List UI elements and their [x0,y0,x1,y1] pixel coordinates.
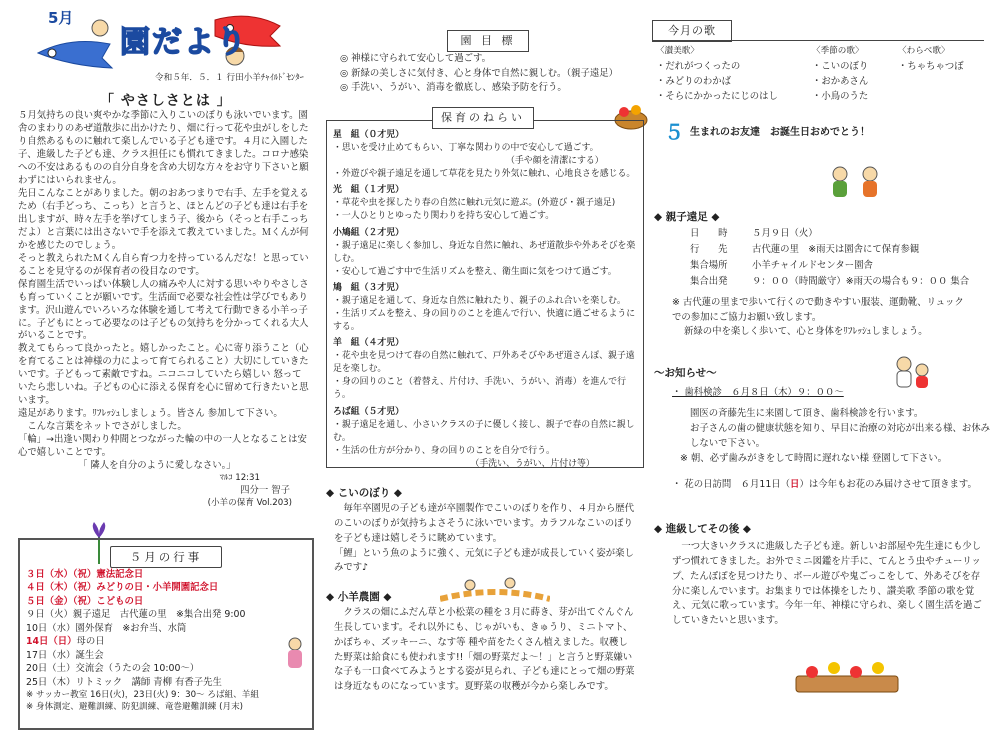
song-item: ・こいのぼり [812,60,869,72]
birthday-message: 生まれのお友達 お誕生日おめでとう！ [690,127,870,138]
notice-title: ～お知らせ～ [654,367,717,379]
aims-group [333,406,639,471]
aim-line: ・思いを受け止めてもらい、丁寧な関わりの中で安心して過ごす。 [333,143,599,154]
goal-item: ◎ 新緑の美しさに気付き、心と身体で自然に親しむ。（親子遠足） [340,67,618,79]
farm-section [334,606,636,695]
aim-line: ・外遊びや親子遠足を通して草花を見たり外気に触れ、心地良さを感じる。 [333,169,636,180]
farm-title: ◆ 小羊農園 ◆ [326,591,392,603]
dental-line: ※ 朝、必ず歯みがきをして時間に遅れない様 登園して下さい。 [680,453,947,465]
flower-bed-illustration [792,658,902,698]
aim-line: ・親子遠足を通して、身近な自然に触れたり、親子のふれ合いを楽しむ。 [333,295,626,306]
koinobori-title: ◆ こいのぼり ◆ [326,487,402,499]
dental-line: お子さんの歯の健康状態を知り、早目に治療の対応が出来る様、お休みしないで下さい。 [690,423,991,450]
calendar-title: ５月の行事 [110,546,222,568]
aim-line: ・親子遠足に楽しく参加し、身近な自然に触れ、あぜ道散歩や外あそびを楽しむ。 [333,240,636,264]
aim-line: ・生活の仕方が分かり、身の回りのことを自分で行う。 [333,445,555,456]
class-name: 鳩 組（３才児） [333,282,404,293]
essay-paragraph: こんな言葉をネットでさがしました。 [18,421,187,433]
songs-box [652,40,984,102]
excursion-title: ◆ 親子遠足 ◆ [654,211,720,223]
excursion-note: ※ 古代蓮の里まで歩いて行くので動きやすい服装、運動靴、リュックでの参加にご協力お願い致します。 [672,297,964,323]
song-item: ・おかあさん [812,75,869,87]
progress-paragraph: 一つ大きいクラスに進級した子ども達。新しいお部屋や先生達にも少しずつ慣れてきました。お外でミニ図鑑を片手に、てんとう虫やチューリップ、たんぽぽを見つけたり、ボール遊びや鬼ごっこをして、外あそびを存分に楽しんでいます。お集まりでは体操をしたり、讃美歌 季節の歌を覚え、元気に歌っています。今年一年、神様に守られ、楽しく園生活を過ごしていきたいと思います。 [672,541,982,627]
teacher-illustration [282,636,308,672]
class-name: ろば組（５才児） [333,406,404,417]
essay-quote-ref: ﾏﾙｺ 12:31 [219,473,260,484]
goal-item: ◎ 手洗い、うがい、消毒を徹底し、感染予防を行う。 [340,82,567,94]
farm-paragraph: クラスの畑にふだん草と小松菜の種を３月に蒔き、芽が出てぐんぐん生長しています。それ以外にも、じゃがいも、きゅうり、ミニトマト、かぼちゃ、ズッキーニ、なす等 種や苗をたくさん植えました。収穫した野菜は給食にも使われます!!「畑の野菜だよ～！」と言うと野菜嫌いな子も一口食べてみようとする姿が見られ、子ども達にとって畑の野菜は身近なものになっています。夏野菜の収穫が今から楽しみです。 [334,607,635,693]
issue-month: 5月 [48,9,74,27]
children-illustration [822,160,892,202]
aim-line: ・草花や虫を探したり春の自然に触れ元気に遊ぶ。(外遊び・親子遠足) [333,198,616,209]
goal-item: ◎ 神様に守られて安心して過ごす。 [340,53,492,64]
aims-group [333,184,639,223]
song-column-head: 〈わらべ歌〉 [898,46,950,56]
essay-paragraph: 教えてもらって良かったと。嬉しかったこと。心に寄り添うこと（心を育てることは神様の力によって育てられること）大切にしていきたいです。子どもって素敵ですね。ニコニコしていたら嬉しい 怒っていたら悲しいね。子どもの心に添える保育を心に留めて行きたいと思います。 [18,343,309,407]
progress-section [672,540,984,629]
calendar-row: ３日（水）（祝）憲法記念日 [26,569,144,580]
aim-line: （手や顔を清潔にする） [333,156,604,167]
song-item: ・ちゃちゃつぼ [898,60,964,72]
goals-title: 園 目 標 [447,30,529,52]
essay-paragraph: 保育園生活でいっぱい体験し人の痛みや人に対する思いやりやさしさも育っていくことが願いです。生活面で必要な社会性は学びでもあります。沢山遊んでいろいろな体験を通して考えて行動できる小羊っ子に。子どもにとって必要なのは子どもの気持ちを分かってくれる大人がいることです。 [18,278,309,342]
aim-line: ・親子遠足を通し、小さいクラスの子に優しく接し、親子で春の自然に親しむ。 [333,419,635,443]
song-column [656,45,806,104]
aim-line: ・生活リズムを整え、身の回りのことを進んで行い、快適に過ごせるようにする。 [333,309,636,333]
song-item: ・だれがつくったの [656,60,741,72]
song-item: ・みどりのわかば [656,75,732,87]
aim-line: ・身の回りのこと（着替え、片付け、手洗い、うがい、消毒）を進んで行う。 [333,377,627,401]
aim-line: ・安心して過ごす中で生活リズムを整え、衛生面に気をつけて過ごす。 [333,266,617,277]
essay-paragraph: 「輪」→出逢い関わり仲間とつながった輪の中の一人となることは安心で嬉しいことです。 [18,434,307,459]
calendar-note: ※ サッカー教室 16日(火)，23日(火) 9：30～ ろば組、羊組 [26,689,259,700]
header-banner [30,8,285,70]
essay [18,110,310,510]
aims-box [326,111,644,469]
aim-line: （手洗い、うがい、片付け等） [333,458,595,469]
calendar-row: 20日（土）交流会（うたの会 10:00～） [26,663,200,675]
essay-paragraph: ５月気持ちの良い爽やかな季節に入りこいのぼりも泳いでいます。園舎のまわりのあぜ道散歩に出かけたり、畑に行って花や虫がしをしたり自然あるものに触れて楽しんでいる子ども達です。４月に入園した子、進級した子ども達、クラス担任にも慣れてきました。コロナ感染への不安はあるものの自分自身を含め大切な方々をお守り下さいと願わずにはいられません。 [18,110,309,186]
song-column [812,45,892,104]
issue-date: 令和５年．５．１ 行田小羊ﾁｬｲﾙﾄﾞｾﾝﾀｰ [155,73,304,83]
excursion-table [690,226,990,290]
dental-exam: ・ 歯科検診 ６月８日（木）９：００～ [672,387,844,398]
song-item: ・小鳥のうた [812,90,869,102]
dental-illustration [890,352,934,392]
calendar-note: ※ 身体測定、避難訓練、防犯訓練、竜巻避難訓練 (月末) [26,702,244,713]
essay-paragraph: 先日こんなことがありました。朝のおあつまりで右手、左手を覚えるため（右手どっち、こっち）と言うと、ほとんどの子ども達は右手を出しますが、時々左手を挙げてしまう子、後から（そっと右手こっちだよ）と言葉には出さないで手を添えて教えていました。Ｍくんが何かを感じたのでしょう。 [18,187,309,251]
excursion-notes [672,296,972,340]
aims-group [333,337,639,402]
class-name: 光 組（１才児） [333,185,404,196]
aims-title: 保育のねらい [432,107,534,129]
essay-quote: 「 隣人を自分のように愛しなさい。」 [78,460,236,472]
children-illustration [440,575,550,605]
excursion-row: 日 時 ５月９日（火） [690,228,818,239]
aim-line: ・一人ひとりとゆったり関わりを持ち安心して過ごす。 [333,211,555,222]
calendar-row: ５日（金）（祝）こどもの日 [26,595,144,607]
calendar-row: 10日（水）園外保育 ※お弁当、水筒 [26,622,187,634]
essay-paragraph: そっと教えられたＭくん自ら育つ力を持っているんだな！と思っていることを見守るのが保育者の役目なのです。 [18,252,309,277]
dental-line: 園医の斉藤先生に来園して頂き、歯科検診を行います。 [690,408,924,419]
song-column-head: 〈季節の歌〉 [812,46,864,56]
excursion-row: 集合場所 小羊チャイルドセンター園舎 [690,259,873,271]
calendar-row: ４日（木）（祝）みどりの日・小羊開園記念日 [26,582,219,594]
page-title: 園だより [120,25,248,60]
essay-title: 「 やさしさとは 」 [100,93,232,109]
aims-group [333,282,639,334]
progress-title: ◆ 進級してその後 ◆ [654,523,751,535]
koinobori-paragraph: 毎年卒園児の子ども達が卒園製作でこいのぼりを作り、４月から歴代のこいのぼりが気持ちよさそうに泳いでいます。カラフルなこいのぼりを子ども達は嬉しそうに眺めています。 [334,503,635,544]
aims-group [333,227,639,279]
song-column [898,45,984,74]
excursion-row: 行 先 古代蓮の里 ※雨天は園舎にて保育参観 [690,243,920,255]
class-name: 小鳩組（２才児） [333,227,404,238]
calendar-row: 14日（日）母の日 [26,636,105,648]
koinobori-section [334,502,636,576]
excursion-row: 集合出発 ９：００（時間厳守）※雨天の場合も９：００ 集合 [690,275,970,287]
essay-paragraph: 遠足があります。ﾘﾌﾚｯｼｭしましょう。皆さん 参加して下さい。 [18,408,283,420]
koinobori-paragraph: 「鯉」という魚のように強く、元気に子ども達が成長していく姿が楽しみです♪ [334,547,634,574]
essay-source: (小羊の保育 Vol.203) [207,497,292,508]
songs-title: 今月の歌 [652,20,732,42]
aim-line: ・花や虫を見つけて春の自然に触れて、戸外あそびやあぜ道さんぽ、親子遠足を楽しむ。 [333,351,635,375]
calendar-list [26,568,308,714]
class-name: 星 組（０才児） [333,130,404,140]
excursion-note: 新緑の中を楽しく歩いて、心と身体をﾘﾌﾚｯｼｭしましょう。 [684,326,928,338]
calendar-row: ９日（火）親子遠足 古代蓮の里 ※集合出発 9:00 [26,609,246,621]
goals-list [340,52,640,96]
class-name: 羊 組（４才児） [333,338,404,349]
aims-content [333,129,639,471]
essay-author: 四分一 智子 [240,484,290,496]
calendar-row: 17日（水）誕生会 [26,649,104,661]
flower-day-notice: ・ 花の日訪問 ６月11日（日）は今年もお花のみ届けさせて頂きます。 [672,479,977,490]
song-item: ・そらにかかったにじのはし [656,90,778,102]
calendar-row: 25日（木）リトミック 講師 青柳 有香子先生 [26,676,222,688]
aims-group [333,129,639,181]
dental-details [680,406,991,466]
birthday-month: ５ [664,120,684,144]
events-calendar [18,538,314,730]
song-column-head: 〈讃美歌〉 [656,46,699,56]
